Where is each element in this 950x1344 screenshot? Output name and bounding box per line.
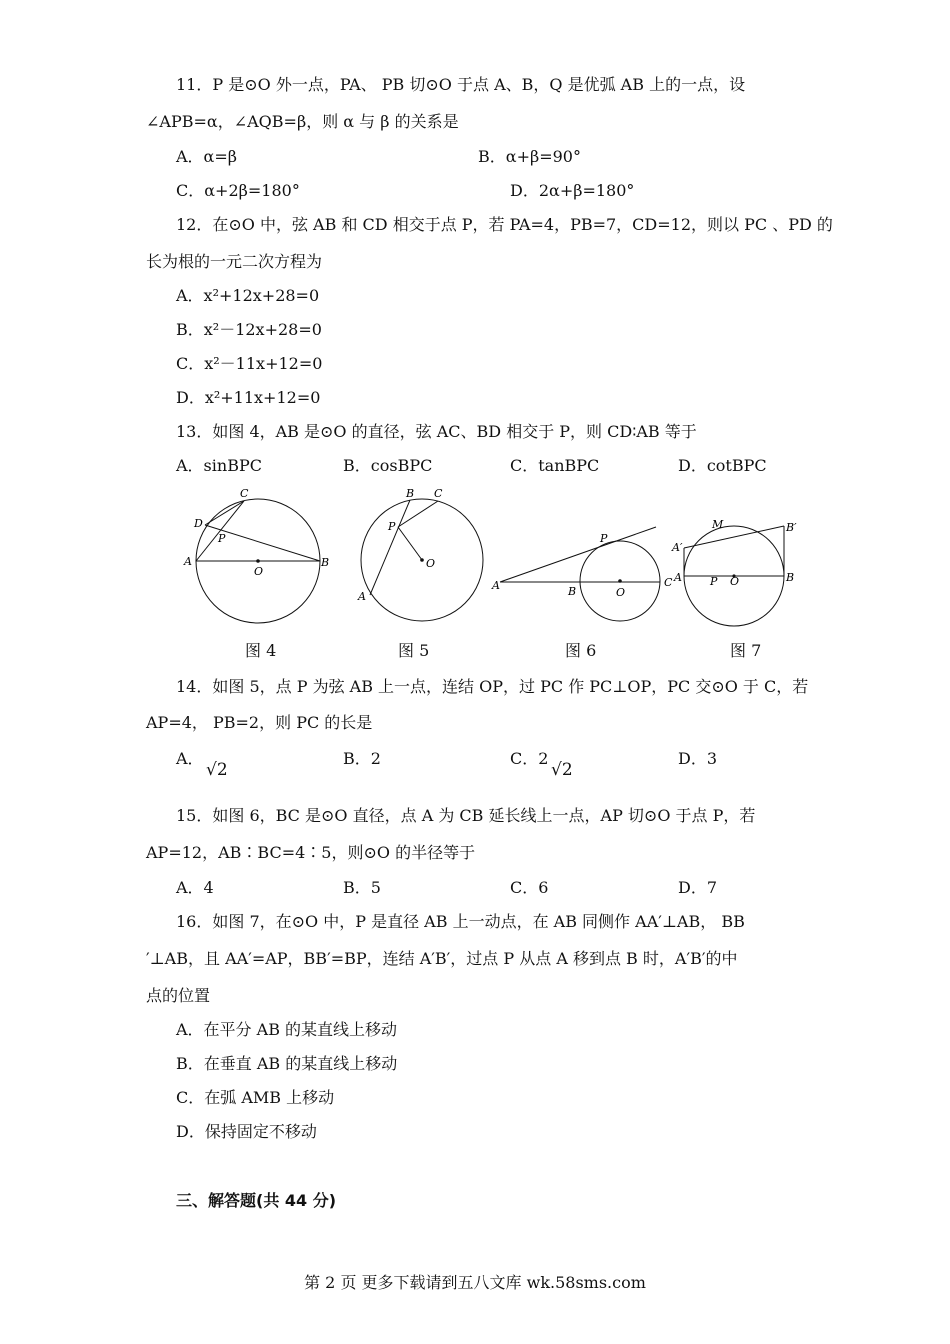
fig4-label-a: A: [184, 555, 192, 568]
fig5-label-o: O: [426, 557, 436, 570]
section-3-heading: 三、解答题(共 44 分): [176, 1191, 337, 1210]
fig6-label-c: C: [664, 576, 673, 589]
fig5-label-c: C: [434, 487, 443, 500]
fig7-label-a: A: [674, 571, 682, 584]
q16-option-a: A．在平分 AB 的某直线上移动: [176, 1020, 398, 1039]
q14-option-d: D．3: [678, 749, 718, 768]
q15-option-c: C．6: [510, 878, 549, 897]
q12-line2: 长为根的一元二次方程为: [146, 252, 323, 271]
q15-line1: 15．如图 6，BC 是⊙O 直径，点 A 为 CB 延长线上一点，AP 切⊙O 于点 P，若: [176, 806, 756, 825]
fig7-label-p: P: [710, 575, 718, 588]
q13-option-c: C．tanBPC: [510, 456, 600, 475]
fig7-label-a-prime: A′: [672, 541, 683, 554]
q11-line2: ∠APB=α，∠AQB=β，则 α 与 β 的关系是: [146, 112, 459, 131]
fig4-label-o: O: [254, 565, 264, 578]
fig7-label-b-prime: B′: [786, 521, 797, 534]
fig6-label-p: P: [600, 532, 608, 545]
q12-option-d: D．x²+11x+12=0: [176, 388, 321, 407]
figure-6-label: 图 6: [565, 641, 597, 660]
q16-option-b: B．在垂直 AB 的某直线上移动: [176, 1054, 398, 1073]
q11-line1: 11．P 是⊙O 外一点，PA、 PB 切⊙O 于点 A、B，Q 是优弧 AB 上的一点，设: [176, 75, 746, 94]
figure-4-label: 图 4: [245, 641, 277, 660]
q14-option-c-radical: √2: [551, 760, 573, 780]
q11-option-c: C．α+2β=180°: [176, 181, 300, 200]
fig7-label-o: O: [730, 575, 740, 588]
q11-option-b: B．α+β=90°: [478, 147, 581, 166]
q13-option-d: D．cotBPC: [678, 456, 767, 475]
fig7-label-m: M: [712, 518, 724, 531]
q16-line1: 16．如图 7，在⊙O 中，P 是直径 AB 上一动点，在 AB 同侧作 AA′⊥AB， BB: [176, 912, 745, 931]
fig6-label-b: B: [568, 585, 577, 598]
figure-7-label: 图 7: [730, 641, 762, 660]
fig4-label-b: B: [321, 556, 330, 569]
q12-option-b: B．x²－12x+28=0: [176, 320, 322, 339]
q14-option-c: C．2: [510, 749, 549, 768]
q11-option-d: D．2α+β=180°: [510, 181, 635, 200]
q14-option-a: A．: [176, 749, 204, 768]
q12-option-a: A．x²+12x+28=0: [176, 286, 320, 305]
q12-line1: 12．在⊙O 中，弦 AB 和 CD 相交于点 P，若 PA=4，PB=7，CD=12，则以 PC 、PD 的: [176, 215, 833, 234]
fig6-label-a: A: [492, 579, 500, 592]
q13-line1: 13．如图 4，AB 是⊙O 的直径，弦 AC、BD 相交于 P，则 CD∶AB 等于: [176, 422, 697, 441]
figure-5-label: 图 5: [398, 641, 430, 660]
fig5-label-p: P: [388, 520, 396, 533]
q11-option-a: A．α=β: [176, 147, 238, 166]
figure-6-diagram: [490, 520, 680, 630]
page-footer: 第 2 页 更多下载请到五八文库 wk.58sms.com: [304, 1273, 646, 1292]
q16-option-c: C．在弧 AMB 上移动: [176, 1088, 335, 1107]
q14-option-a-radical: √2: [206, 760, 228, 780]
q15-option-d: D．7: [678, 878, 718, 897]
q16-line2: ′⊥AB，且 AA′=AP，BB′=BP，连结 A′B′，过点 P 从点 A 移到点 B 时，A′B′的中: [146, 949, 738, 968]
fig4-label-d: D: [194, 517, 203, 530]
fig4-label-c: C: [240, 487, 249, 500]
figure-5-diagram: [350, 485, 500, 630]
fig5-label-a: A: [358, 590, 366, 603]
fig6-label-o: O: [616, 586, 626, 599]
q14-option-b: B．2: [343, 749, 381, 768]
q13-option-a: A．sinBPC: [176, 456, 262, 475]
fig5-label-b: B: [406, 487, 415, 500]
q15-line2: AP=12，AB∶BC=4∶5，则⊙O 的半径等于: [146, 843, 476, 862]
q15-option-a: A．4: [176, 878, 214, 897]
q14-line2: AP=4， PB=2，则 PC 的长是: [146, 713, 373, 732]
q12-option-c: C．x²－11x+12=0: [176, 354, 323, 373]
fig7-label-b: B: [786, 571, 795, 584]
figure-7-diagram: [670, 515, 810, 630]
fig4-label-p: P: [218, 532, 226, 545]
q14-line1: 14．如图 5，点 P 为弦 AB 上一点，连结 OP，过 PC 作 PC⊥OP，PC 交⊙O 于 C，若: [176, 677, 809, 696]
q16-option-d: D．保持固定不移动: [176, 1122, 317, 1141]
q13-option-b: B．cosBPC: [343, 456, 433, 475]
q15-option-b: B．5: [343, 878, 381, 897]
q16-line3: 点的位置: [146, 986, 211, 1005]
figure-4-diagram: [180, 485, 340, 630]
